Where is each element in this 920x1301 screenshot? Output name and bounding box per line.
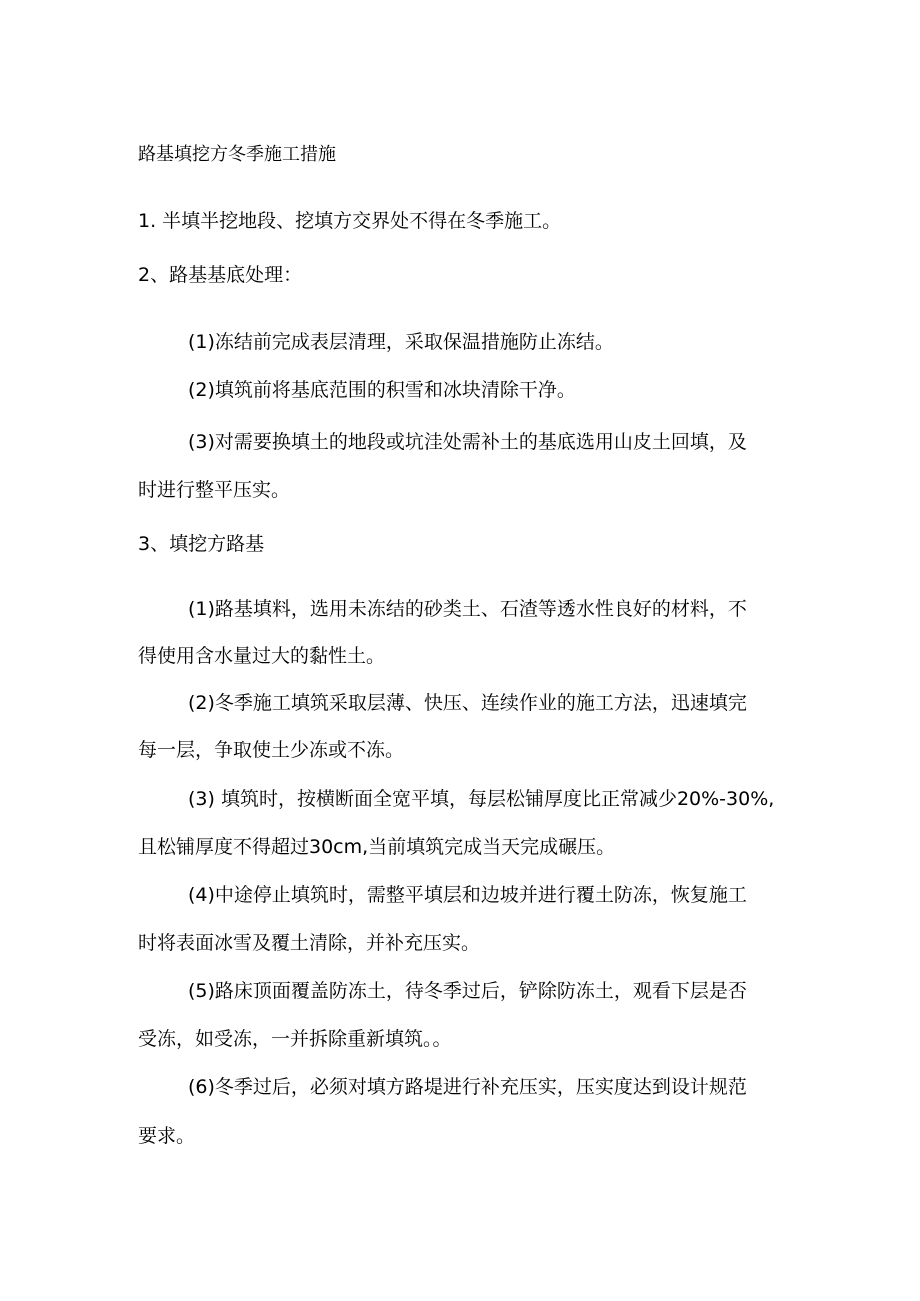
section-3-item-5-line-1: (5)路床顶面覆盖防冻土，待冬季过后，铲除防冻土，观看下层是否: [188, 980, 747, 1002]
section-3-item-4-line-1: (4)中途停止填筑时，需整平填层和边坡并进行覆土防冻，恢复施工: [188, 884, 747, 906]
document-title: 路基填挖方冬季施工措施: [138, 144, 336, 165]
section-3-item-6-line-1: (6)冬季过后，必须对填方路堤进行补充压实，压实度达到设计规范: [188, 1076, 747, 1098]
section-2-heading: 2、路基基底处理：: [138, 264, 303, 286]
section-1-heading: 1. 半填半挖地段、挖填方交界处不得在冬季施工。: [138, 210, 562, 232]
section-3-item-2-line-2: 每一层，争取使土少冻或不冻。: [138, 739, 405, 761]
section-3-item-4-line-2: 时将表面冰雪及覆土清除，并补充压实。: [138, 932, 481, 954]
section-3-item-2-line-1: (2)冬季施工填筑采取层薄、快压、连续作业的施工方法，迅速填完: [188, 692, 747, 714]
section-2-item-1-line-1: (1)冻结前完成表层清理，采取保温措施防止冻结。: [188, 331, 614, 353]
section-3-item-6-line-2: 要求。: [138, 1125, 196, 1147]
section-2-item-3-line-2: 时进行整平压实。: [138, 479, 291, 501]
section-3-item-1-line-2: 得使用含水量过大的黏性土。: [138, 645, 386, 667]
section-2-item-2-line-1: (2)填筑前将基底范围的积雪和冰块清除干净。: [188, 379, 576, 401]
section-3-item-1-line-1: (1)路基填料，选用未冻结的砂类土、石渣等透水性良好的材料，不: [188, 598, 747, 620]
section-3-item-5-line-2: 受冻，如受冻，一并拆除重新填筑。。: [138, 1028, 452, 1050]
section-3-item-3-line-1: (3) 填筑时，按横断面全宽平填，每层松铺厚度比正常减少20%-30%,: [188, 788, 775, 810]
section-3-item-3-line-2: 且松铺厚度不得超过30cm,当前填筑完成当天完成碾压。: [138, 836, 616, 858]
section-2-item-3-line-1: (3)对需要换填土的地段或坑洼处需补土的基底选用山皮土回填，及: [188, 431, 747, 453]
section-3-heading: 3、填挖方路基: [138, 533, 265, 555]
